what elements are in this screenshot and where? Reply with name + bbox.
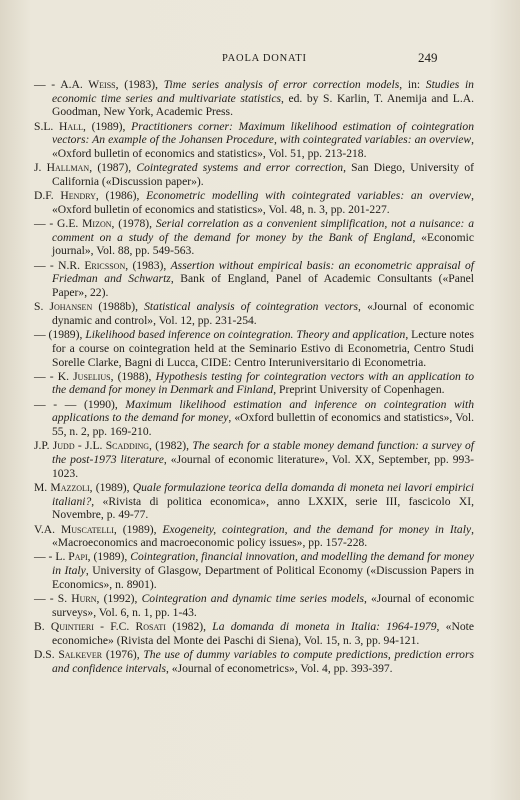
reference-source: , «Oxford bulletin of economics and statistics», Vol. 48, n. 3, pp. 201-227. — [52, 189, 474, 216]
reference-entry — [34, 78, 474, 119]
reference-author: B. Quintieri - F.C. Rosati — [34, 619, 166, 633]
reference-title: Cointegration and dynamic time series models — [141, 592, 364, 606]
reference-author: — - — — [34, 397, 77, 411]
reference-year: (1982), — [165, 619, 213, 633]
reference-author: — - K. Juselius — [34, 369, 111, 383]
reference-author: S.L. Hall — [34, 119, 83, 133]
reference-title: The search for a stable money demand function: a survey of the post-1973 literature — [52, 439, 474, 466]
reference-author: — - N.R. Ericsson — [34, 258, 126, 272]
reference-source: , University of Glasgow, Department of Political Economy («Discussion Papers in Economics», n. 8901). — [52, 564, 474, 591]
reference-title: Hypothesis testing for cointegration vectors with an application to the demand for money in Denmark and Finland — [52, 369, 475, 397]
reference-entry — [34, 370, 474, 397]
reference-entry — [34, 161, 474, 188]
reference-source: , in: — [399, 78, 426, 91]
reference-author: — — [34, 328, 46, 342]
reference-title: Statistical analysis of cointegration vectors — [144, 300, 359, 314]
reference-title: La domanda di moneta in Italia: 1964-1979 — [212, 619, 437, 633]
reference-source: , «Macroeconomics and macroeconomic policy issues», pp. 157-228. — [52, 522, 474, 550]
reference-year: , (1989), — [113, 522, 163, 536]
reference-source: , Bank of England, Panel of Academic Consultants («Panel Paper», 22). — [52, 272, 474, 300]
reference-source: , «Journal of economic surveys», Vol. 6, n. 1, pp. 1-43. — [52, 592, 474, 619]
reference-entry — [34, 300, 474, 327]
reference-title: Practitioners corner: Maximum likelihood estimation of cointegration vectors: An example of the Johansen Procedure, with cointegrated variables: an overview — [52, 119, 474, 147]
reference-year: , (1983), — [115, 78, 164, 91]
reference-author: D.S. Salkever — [34, 647, 103, 661]
reference-entry — [34, 189, 474, 216]
reference-entry — [34, 620, 474, 647]
reference-author: — - A.A. Weiss — [34, 78, 116, 91]
reference-year: , (1978), — [111, 217, 156, 231]
reference-author: — - G.E. Mizon — [34, 217, 112, 231]
reference-author: J.P. Judd - J.L. Scadding — [34, 439, 150, 453]
reference-entry — [34, 439, 474, 480]
reference-title: Time series analysis of error correction models — [163, 78, 400, 91]
reference-source: , «Oxford bullettin of economics and statistics», Vol. 55, n. 2, pp. 169-210. — [52, 411, 474, 439]
reference-title: Econometric modelling with cointegrated variables: an overview — [146, 189, 472, 203]
reference-source: , «Oxford bulletin of economics and statistics», Vol. 51, pp. 213-218. — [52, 133, 474, 161]
reference-source: , «Journal of economic dynamic and control», Vol. 12, pp. 231-254. — [52, 300, 474, 327]
reference-title: Studies in economic time series and multivariate statistics — [52, 78, 474, 105]
reference-title: Cointegrated systems and error correction — [136, 161, 344, 175]
reference-year: (1990), — [76, 397, 126, 411]
reference-author: — - S. Hurn — [34, 592, 97, 606]
reference-year: , (1986), — [95, 189, 147, 203]
reference-title: Likelihood based inference on cointegration. Theory and application — [85, 328, 406, 342]
reference-year: , (1982), — [149, 439, 193, 453]
reference-year: (1988b), — [92, 300, 145, 314]
reference-source: , Preprint University of Copenhagen. — [273, 383, 445, 397]
reference-entry — [34, 398, 474, 439]
reference-year: , (1992), — [96, 592, 142, 606]
reference-source: , San Diego, University of California («Discussion paper»). — [52, 161, 474, 188]
reference-title: Assertion without empirical basis: an econometric appraisal of Friedman and Schwartz — [52, 258, 474, 286]
reference-source: , «Note economiche» (Rivista del Monte dei Paschi di Siena), Vol. 15, n. 3, pp. 94-121. — [52, 619, 474, 647]
reference-entry — [34, 120, 474, 161]
running-head: PAOLA DONATI — [222, 53, 307, 64]
page-header — [0, 50, 520, 68]
reference-entry — [34, 481, 474, 522]
reference-title: Quale formulazione teorica della domanda di moneta nei lavori empirici italiani? — [52, 480, 474, 508]
reference-source: , «Rivista di politica economica», anno LXXIX, serie III, fascicolo XI, Novembre, p. 49-77. — [52, 494, 474, 522]
reference-source: , «Journal of economic literature», Vol. XX, September, pp. 993-1023. — [52, 452, 474, 480]
reference-author: — - L. Papi — [34, 550, 88, 564]
reference-year: , (1988), — [110, 369, 156, 383]
reference-source: , «Journal of econometrics», Vol. 4, pp. 393-397. — [165, 661, 393, 675]
reference-author: D.F. Hendry — [34, 189, 96, 203]
reference-entry — [34, 523, 474, 550]
reference-author: V.A. Muscatelli — [34, 522, 114, 536]
reference-title: Maximum likelihood estimation and inference on cointegration with applications to the demand for money — [52, 397, 474, 425]
reference-title: Serial correlation as a convenient simplification, not a nuisance: a comment on a study of the demand for money by the Bank of England — [52, 217, 474, 244]
reference-entry — [34, 550, 474, 591]
reference-year: , (1989), — [89, 480, 133, 494]
page-number: 249 — [418, 50, 438, 65]
reference-source: , «Economic journal», Vol. 88, pp. 549-563. — [52, 230, 474, 258]
reference-author: J. Hallman — [34, 161, 90, 175]
reference-author: M. Mazzoli — [34, 480, 90, 494]
reference-entry — [34, 217, 474, 258]
reference-year: (1976), — [102, 647, 144, 661]
reference-year: , (1989), — [82, 119, 132, 133]
reference-year: , (1983), — [125, 258, 171, 272]
reference-source: , Lecture notes for a course on cointegration held at the Seminario Estivo di Econometria, Centro Studi Sorelle Clarke, Bagni di Lucca, CIDE: Centro Interuniversitario di Econometria. — [52, 328, 474, 369]
reference-title: Cointegration, financial innovation, and modelling the demand for money in Italy — [52, 550, 474, 578]
reference-source: , ed. by S. Karlin, T. Anemija and L.A. Goodman, New York, Academic Press. — [52, 91, 474, 119]
reference-year: (1989), — [45, 328, 86, 342]
reference-year: , (1987), — [89, 161, 137, 175]
reference-author: S. Johansen — [34, 300, 93, 314]
reference-entry — [34, 328, 474, 369]
reference-list — [34, 78, 474, 676]
reference-title: Exogeneity, cointegration, and the demand for money in Italy — [162, 522, 472, 536]
reference-entry — [34, 592, 474, 619]
reference-year: , (1989), — [87, 550, 131, 564]
reference-entry — [34, 648, 474, 675]
reference-entry — [34, 259, 474, 300]
reference-title: The use of dummy variables to compute predictions, prediction errors and confidence intervals — [52, 647, 475, 675]
